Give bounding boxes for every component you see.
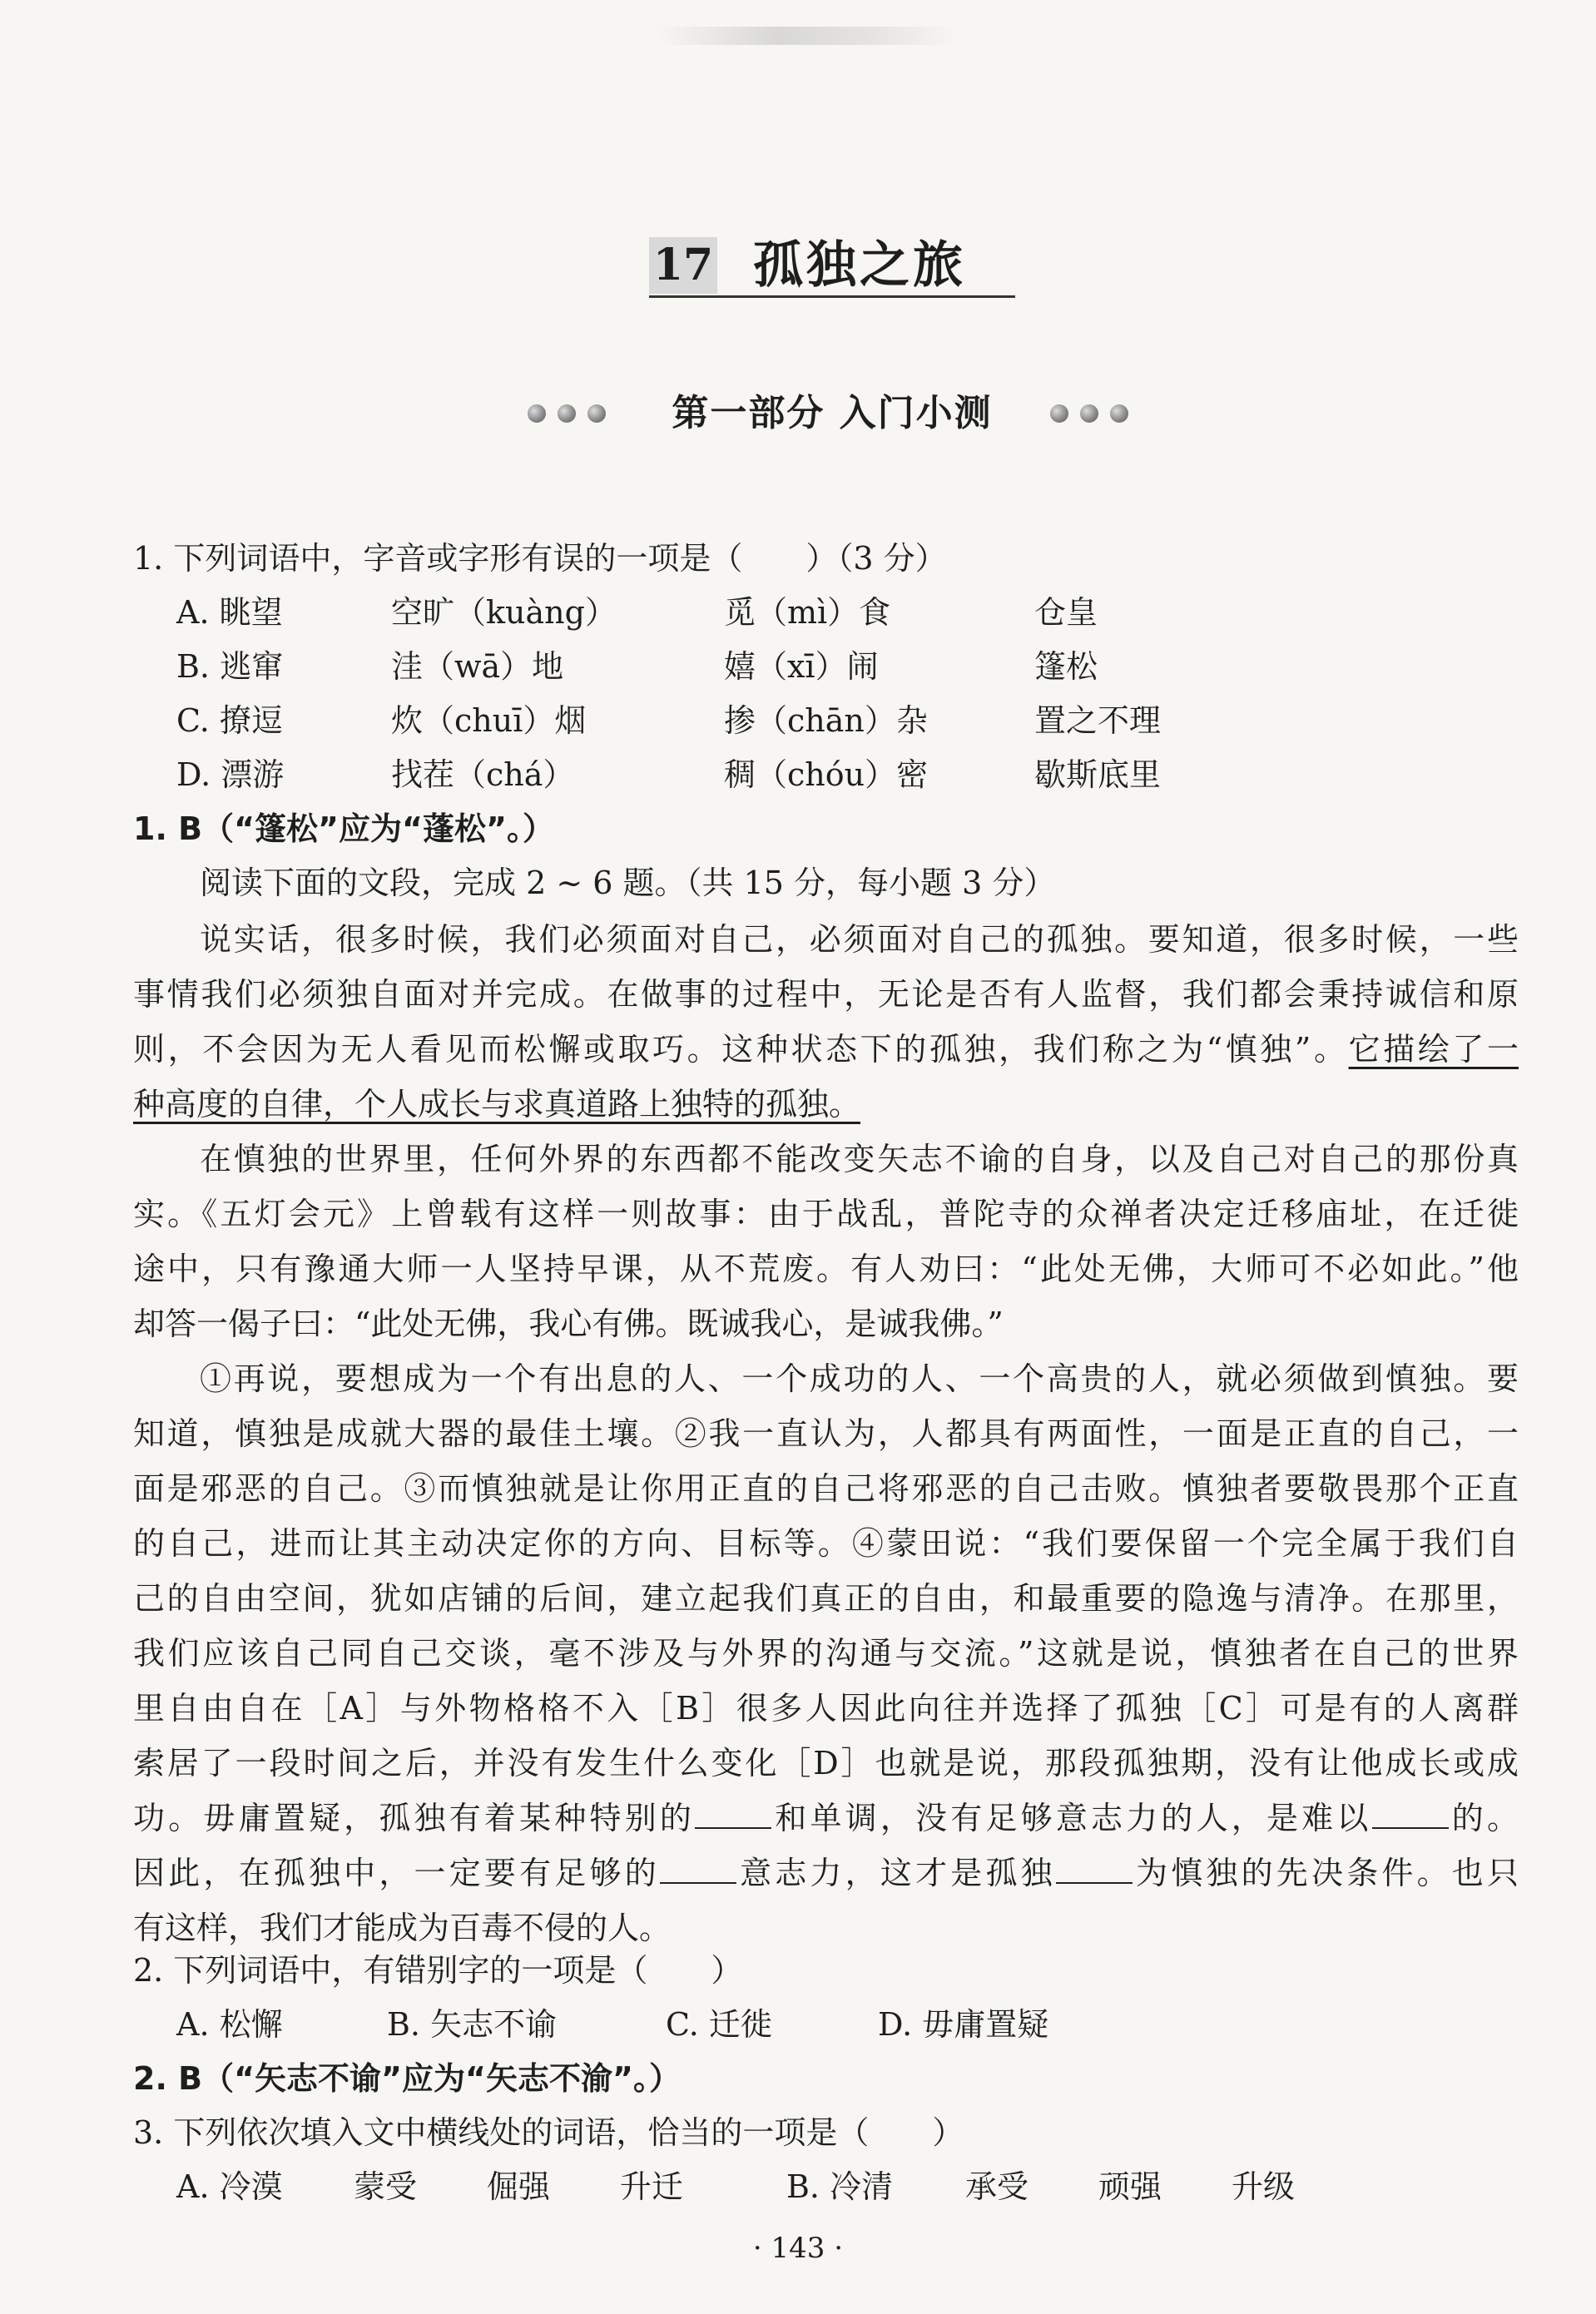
fill-blank — [1372, 1799, 1449, 1829]
q2-option: C. 迁徙 — [666, 2006, 772, 2043]
chapter-title: 孤独之旅 — [753, 236, 966, 295]
q2-option: A. 松懈 — [176, 2006, 283, 2043]
q2-option: D. 毋庸置疑 — [878, 2006, 1049, 2043]
passage-line: 里自由自在［A］与外物格格不入［B］很多人因此向往并选择了孤独［C］可是有的人离群 — [133, 1690, 1519, 1727]
section-heading — [524, 384, 1132, 443]
question-1-stem: 1. 下列词语中，字音或字形有误的一项是（ ）（3 分） — [133, 540, 947, 577]
fill-blank — [695, 1799, 771, 1829]
q3-option: B. 冷清 — [786, 2168, 894, 2205]
q1-option: 篷松 — [1034, 648, 1098, 685]
dot-icon — [587, 404, 606, 423]
q3-option: 升迁 — [620, 2168, 684, 2205]
passage-line: 的自己，进而让其主动决定你的方向、目标等。④蒙田说：“我们要保留一个完全属于我们自 — [133, 1525, 1519, 1562]
passage-line: 我们应该自己同自己交谈，毫不涉及与外界的沟通与交流。”这就是说，慎独者在自己的世界 — [133, 1635, 1519, 1672]
q3-option: 倔强 — [487, 2168, 551, 2205]
q1-option: 掺（chān）杂 — [724, 702, 928, 739]
question-2-stem: 2. 下列词语中，有错别字的一项是（ ） — [133, 1952, 743, 1989]
q1-option: 洼（wā）地 — [391, 648, 564, 685]
passage-line: 功。毋庸置疑，孤独有着某种特别的 和单调，没有足够意志力的人，是难以 的。 — [133, 1800, 1519, 1836]
passage-line: 说实话，很多时候，我们必须面对自己，必须面对自己的孤独。要知道，很多时候，一些 — [200, 921, 1519, 958]
dot-icon — [558, 404, 576, 423]
q1-option: 炊（chuī）烟 — [391, 702, 587, 739]
passage-line: 在慎独的世界里，任何外界的东西都不能改变矢志不谕的自身，以及自己对自己的那份真 — [200, 1141, 1519, 1177]
q1-option: 觅（mì）食 — [724, 594, 891, 631]
passage-line: 则，不会因为无人看见而松懈或取巧。这种状态下的孤独，我们称之为“慎独”。它描绘了一 — [133, 1031, 1519, 1068]
q3-option: 蒙受 — [354, 2168, 418, 2205]
chapter-underline — [649, 295, 1015, 298]
question-2-answer: 2. B（“矢志不谕”应为“矢志不渝”。） — [133, 2060, 681, 2097]
q1-option: B. 逃窜 — [176, 648, 284, 685]
q1-option: 空旷（kuàng） — [391, 594, 617, 631]
passage-line: 知道，慎独是成就大器的最佳土壤。②我一直认为，人都具有两面性，一面是正直的自己，一 — [133, 1415, 1519, 1452]
q1-option: 歇斯底里 — [1034, 756, 1162, 793]
passage-line: 有这样，我们才能成为百毒不侵的人。 — [133, 1910, 672, 1946]
passage-line: 却答一偈子曰：“此处无佛，我心有佛。既诚我心，是诚我佛。” — [133, 1306, 1004, 1342]
underlined-sentence: 种高度的自律，个人成长与求真道路上独特的孤独。 — [133, 1086, 861, 1122]
chapter-heading — [649, 237, 1015, 304]
q3-option: 顽强 — [1098, 2168, 1162, 2205]
passage-line: 事情我们必须独自面对并完成。在做事的过程中，无论是否有人监督，我们都会秉持诚信和原 — [133, 976, 1519, 1013]
q3-option: 升级 — [1232, 2168, 1296, 2205]
question-1-answer: 1. B（“篷松”应为“蓬松”。） — [133, 810, 554, 847]
question-3-stem: 3. 下列依次填入文中横线处的词语，恰当的一项是（ ） — [133, 2114, 964, 2151]
page-number: · 143 · — [752, 2232, 844, 2265]
chapter-number: 17 — [649, 237, 717, 294]
q1-option: D. 漂游 — [176, 756, 285, 793]
dot-icon — [528, 404, 546, 423]
dot-icon — [1050, 404, 1068, 423]
fill-blank — [660, 1854, 736, 1884]
passage-line: 索居了一段时间之后，并没有发生什么变化［D］也就是说，那段孤独期，没有让他成长或成 — [133, 1745, 1519, 1781]
q1-option: A. 眺望 — [176, 594, 283, 631]
passage-line: 途中，只有豫通大师一人坚持早课，从不荒废。有人劝曰：“此处无佛，大师可不必如此。”他 — [133, 1251, 1519, 1287]
fill-blank — [1056, 1854, 1133, 1884]
q2-option: B. 矢志不谕 — [387, 2006, 558, 2043]
q1-option: 嬉（xī）闹 — [724, 648, 879, 685]
passage-line: ①再说，要想成为一个有出息的人、一个成功的人、一个高贵的人，就必须做到慎独。要 — [200, 1360, 1519, 1397]
q1-option: 仓皇 — [1034, 594, 1098, 631]
passage-line: 因此，在孤独中，一定要有足够的 意志力，这才是孤独 为慎独的先决条件。也只 — [133, 1855, 1519, 1891]
q3-option: 承受 — [965, 2168, 1029, 2205]
q3-option: A. 冷漠 — [176, 2168, 283, 2205]
scan-mark — [657, 27, 957, 45]
q1-option: C. 撩逗 — [176, 702, 283, 739]
underlined-sentence: 它描绘了一 — [1348, 1031, 1519, 1068]
passage-line: 面是邪恶的自己。③而慎独就是让你用正直的自己将邪恶的自己击败。慎独者要敬畏那个正直 — [133, 1470, 1519, 1507]
q1-option: 稠（chóu）密 — [724, 756, 929, 793]
passage-line: 实。《五灯会元》上曾载有这样一则故事：由于战乱，普陀寺的众禅者决定迁移庙址，在迁徙 — [133, 1196, 1519, 1232]
reading-instructions: 阅读下面的文段，完成 2 ~ 6 题。（共 15 分，每小题 3 分） — [200, 865, 1056, 901]
section-title: 第一部分 入门小测 — [672, 392, 993, 434]
dot-icon — [1110, 404, 1128, 423]
q1-option: 置之不理 — [1034, 702, 1162, 739]
passage-line — [133, 1077, 1519, 1132]
q1-option: 找茬（chá） — [391, 756, 575, 793]
passage-line: 己的自由空间，犹如店铺的后间，建立起我们真正的自由，和最重要的隐逸与清净。在那里， — [133, 1580, 1519, 1617]
dot-icon — [1080, 404, 1098, 423]
